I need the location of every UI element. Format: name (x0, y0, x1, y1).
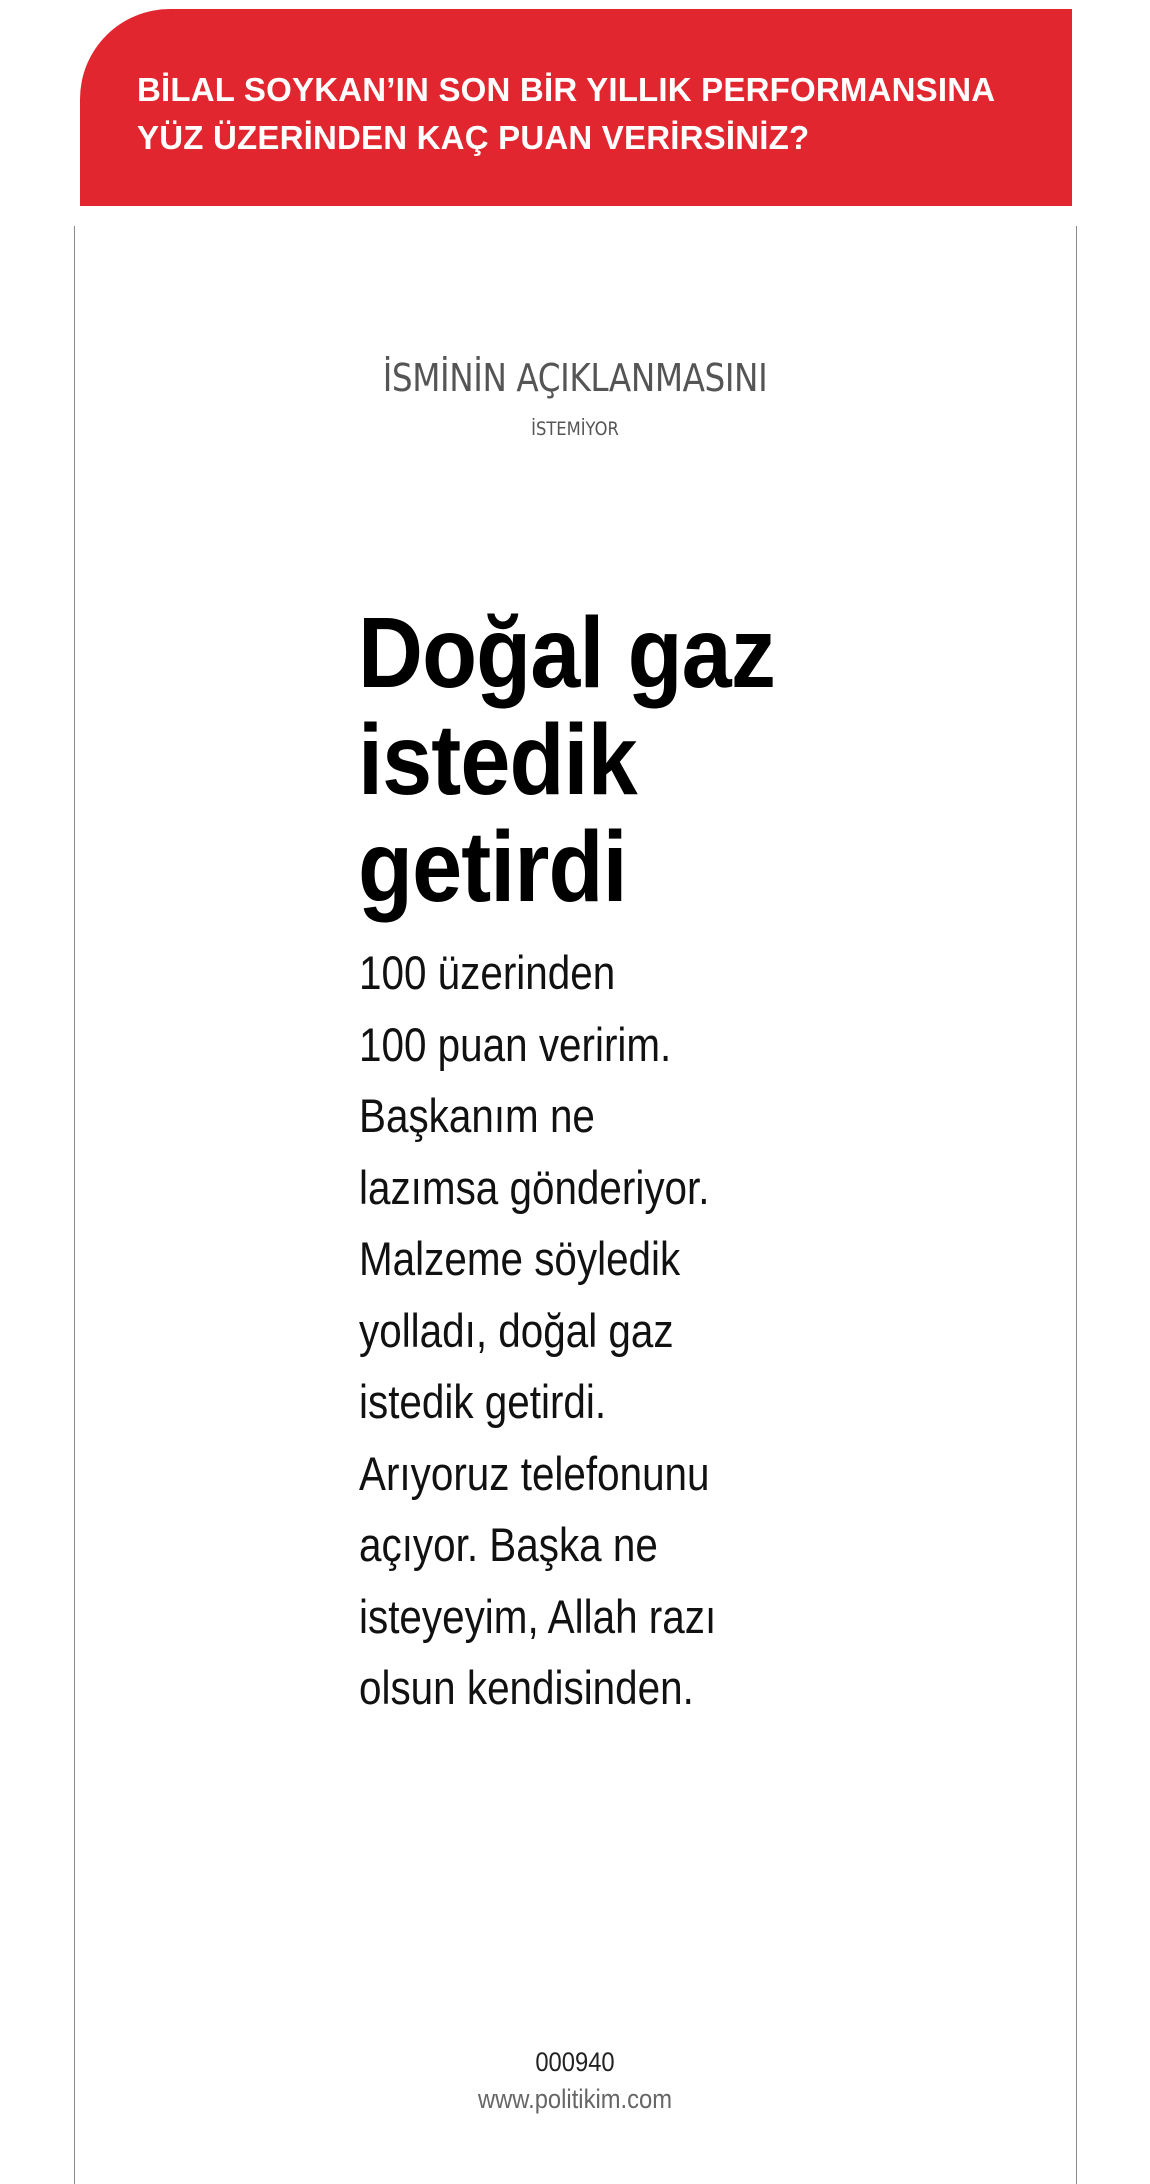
card-left-border (74, 226, 75, 2184)
quote-line: Malzeme söyledik (359, 1232, 681, 1285)
entry-id: 000940 (535, 2047, 615, 2077)
survey-question-line-2: YÜZ ÜZERİNDEN KAÇ PUAN VERİRSİNİZ? (137, 119, 810, 156)
quote-line: isteyeyim, Allah razı (359, 1589, 717, 1643)
headline-line-3: getirdi (358, 811, 627, 923)
survey-question-line-1: BİLAL SOYKAN’IN SON BİR YILLIK PERFORMANSINA (137, 71, 996, 108)
quote-line: Başkanım ne (359, 1089, 595, 1142)
site-url: www.politikim.com (477, 2084, 673, 2114)
quote-line: istedik getirdi. (359, 1375, 607, 1428)
answer-quote (359, 937, 716, 1724)
quote-line: lazımsa gönderiyor. (359, 1160, 710, 1214)
answer-headline (358, 597, 775, 923)
quote-line: olsun kendisinden. (359, 1661, 694, 1714)
quote-line: Arıyoruz telefonunu (359, 1446, 710, 1500)
card-right-border (1076, 226, 1077, 2184)
headline-line-1: Doğal gaz (358, 597, 775, 709)
quote-line: yolladı, doğal gaz (359, 1303, 674, 1357)
survey-question (137, 66, 1067, 162)
respondent-name-label: İSMİNİN AÇIKLANMASINI (382, 356, 768, 400)
quote-line: 100 puan veririm. (359, 1017, 672, 1071)
headline-line-2: istedik (358, 704, 637, 816)
quote-line: 100 üzerinden (359, 946, 616, 999)
respondent-name-sublabel: İSTEMİYOR (531, 418, 619, 440)
quote-line: açıyor. Başka ne (359, 1518, 658, 1571)
